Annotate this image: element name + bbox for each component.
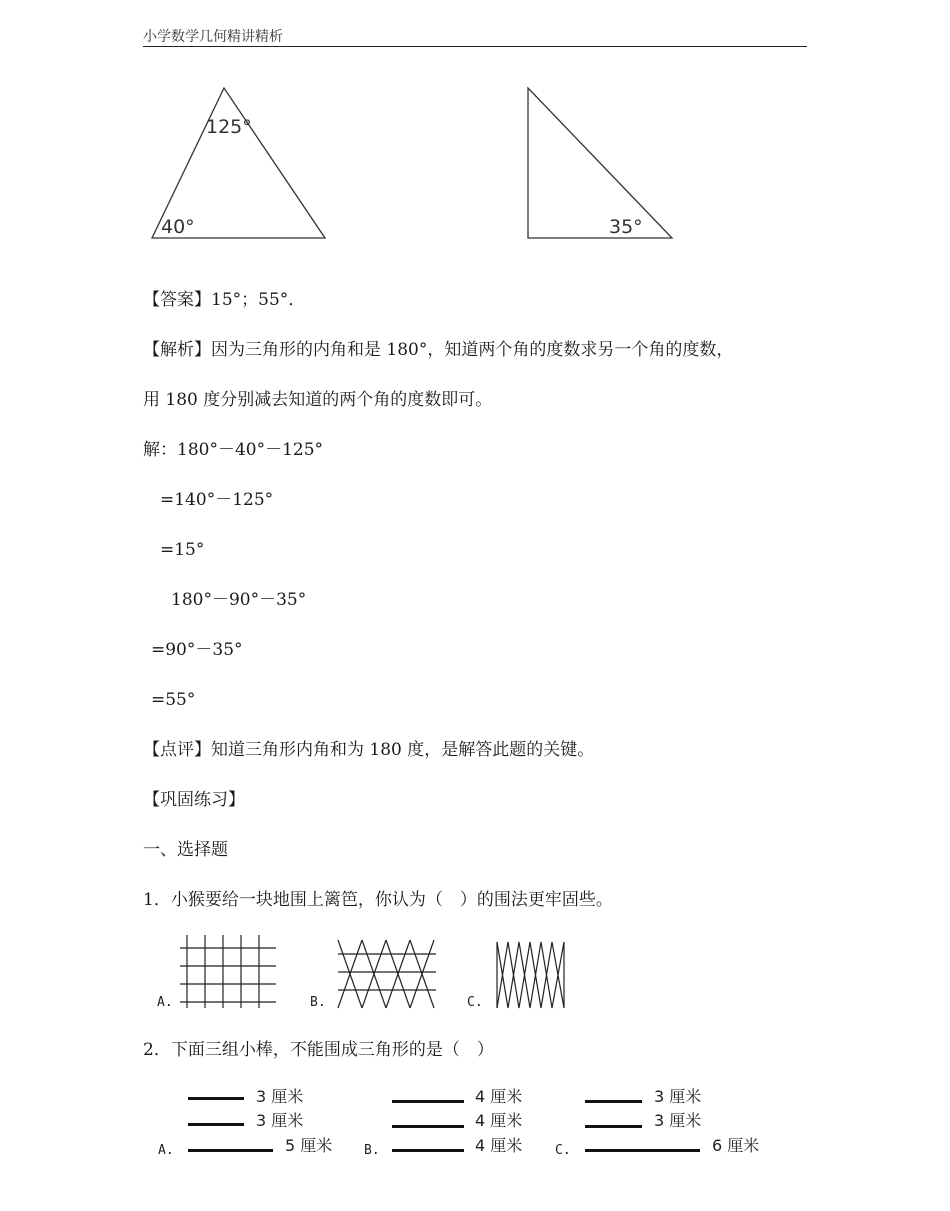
fence-option-b [338,940,436,1008]
stick [585,1100,642,1103]
solution-step: 解：180°－40°－125° [143,440,324,460]
stick-options [150,1080,790,1170]
fence-option-b-label: B. [310,995,326,1010]
comment-line: 【点评】知道三角形内角和为 180 度，是解答此题的关键。 [143,740,595,760]
solution-step: =140°－125° [160,490,274,510]
solution-step: =15° [160,540,205,560]
stick [585,1149,700,1152]
angle-label-top: 125° [206,116,252,138]
analysis-line-2: 用 180 度分别减去知道的两个角的度数即可。 [143,390,493,410]
stick-length: 6 厘米 [712,1136,760,1155]
triangle-figure-2 [520,80,685,250]
practice-heading: 【巩固练习】 [143,790,245,810]
triangle-figure-1 [140,80,340,250]
question-1: 1．小猴要给一块地围上篱笆，你认为（ ）的围法更牢固些。 [143,890,613,910]
solution-step: =55° [151,690,196,710]
answer-line: 【答案】15°；55°． [143,290,306,310]
angle-label-left: 40° [161,216,195,238]
fence-option-c-label: C. [467,995,483,1010]
analysis-line-1: 【解析】因为三角形的内角和是 180°，知道两个角的度数求另一个角的度数， [143,340,734,360]
stick [188,1123,244,1126]
stick-length: 3 厘米 [256,1087,304,1106]
stick [188,1149,273,1152]
stick-option-c-label: C. [555,1143,571,1158]
stick-length: 4 厘米 [475,1111,523,1130]
page-header: 小学数学几何精讲精析 [143,29,283,45]
stick-option-b-label: B. [364,1143,380,1158]
fence-option-a-label: A. [157,995,173,1010]
stick-length: 3 厘米 [654,1087,702,1106]
stick [188,1097,244,1100]
stick [392,1100,464,1103]
solution-step: 180°－90°－35° [171,590,307,610]
stick-length: 4 厘米 [475,1136,523,1155]
fence-option-c [497,942,564,1008]
header-divider [143,46,807,47]
angle-label-bottom: 35° [609,216,643,238]
stick-length: 5 厘米 [285,1136,333,1155]
stick [585,1125,642,1128]
solution-step: =90°－35° [151,640,243,660]
stick [392,1149,464,1152]
stick-option-a-label: A. [158,1143,174,1158]
question-2: 2．下面三组小棒，不能围成三角形的是（ ） [143,1040,494,1060]
section-title: 一、选择题 [143,840,228,860]
fence-options [150,930,580,1012]
stick-length: 3 厘米 [654,1111,702,1130]
fence-option-a [180,935,276,1008]
stick-length: 4 厘米 [475,1087,523,1106]
stick [392,1125,464,1128]
stick-length: 3 厘米 [256,1111,304,1130]
